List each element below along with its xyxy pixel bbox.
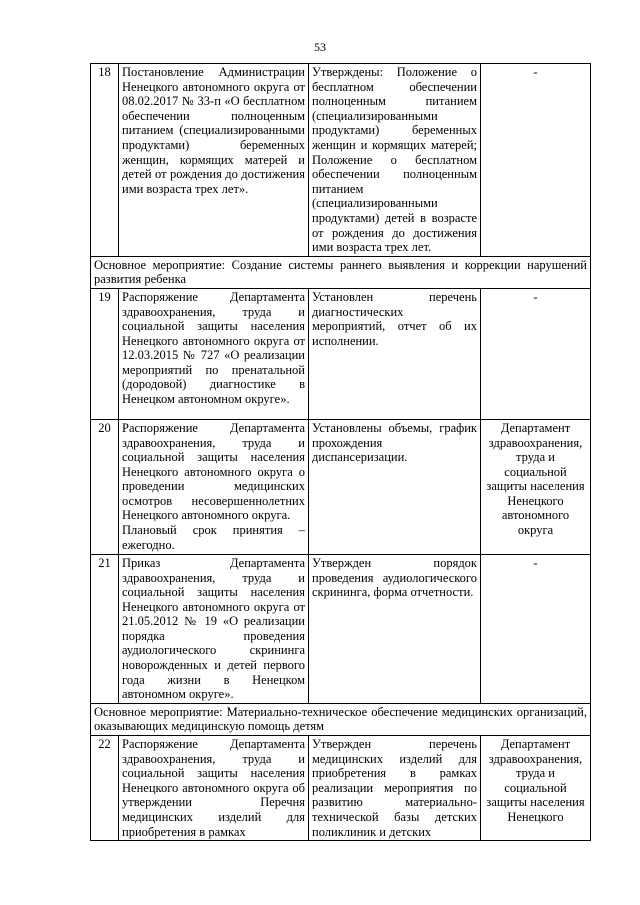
result-cell: Установлены объемы, график прохождения диспансеризации. xyxy=(309,419,481,554)
row-number: 22 xyxy=(91,736,119,841)
section-row xyxy=(91,703,591,735)
measures-table xyxy=(90,63,591,841)
table-row xyxy=(91,736,591,841)
table-row xyxy=(91,288,591,419)
document-note: Плановый срок принятия – ежегодно. xyxy=(122,523,305,552)
responsible-cell: - xyxy=(481,554,591,703)
section-row xyxy=(91,256,591,288)
section-heading: Основное мероприятие: Материально-техническое обеспечение медицинских организаций, оказывающих медицинскую помощь детям xyxy=(91,703,591,735)
table-row xyxy=(91,64,591,257)
document-cell: Постановление Администрации Ненецкого автономного округа от 08.02.2017 № 33-п «О бесплатном обеспечении полноценным питанием (специализированными продуктами) беременных женщин, кормящих матерей и детей от рождения до достижения ими возраста трех лет». xyxy=(119,64,309,257)
document-cell: Приказ Департамента здравоохранения, труда и социальной защиты населения Ненецкого автономного округа от 21.05.2012 № 19 «О реализации порядка проведения аудиологического скрининга новорожденных и детей первого года жизни в Ненецком автономном округе». xyxy=(119,554,309,703)
table-row xyxy=(91,419,591,554)
result-cell: Утвержден порядок проведения аудиологического скрининга, форма отчетности. xyxy=(309,554,481,703)
document-cell: Распоряжение Департамента здравоохранения, труда и социальной защиты населения Ненецкого автономного округа об утверждении Перечня медицинских изделий для приобретения в рамках xyxy=(119,736,309,841)
document-cell: Распоряжение Департамента здравоохранения, труда и социальной защиты населения Ненецкого автономного округа от 12.03.2015 № 727 «О реализации мероприятий по пренатальной (дородовой) диагностике в Ненецком автономном округе». xyxy=(119,288,309,419)
document-text: Распоряжение Департамента здравоохранения, труда и социальной защиты населения Ненецкого автономного округа о проведении медицинских осмотров несовершеннолетних Ненецкого автономного округа. xyxy=(122,420,305,523)
responsible-cell: Департамент здравоохранения, труда и социальной защиты населения Ненецкого xyxy=(481,736,591,841)
responsible-cell: Департамент здравоохранения, труда и социальной защиты населения Ненецкого автономного округа xyxy=(481,419,591,554)
row-number: 18 xyxy=(91,64,119,257)
responsible-cell: - xyxy=(481,64,591,257)
result-cell: Утвержден перечень медицинских изделий для приобретения в рамках реализации мероприятия по развитию материально-технической базы детских поликлиник и детских xyxy=(309,736,481,841)
result-cell: Утверждены: Положение о бесплатном обеспечении полноценным питанием (специализированными продуктами) беременных женщин и кормящих матерей; Положение о бесплатном обеспечении полноценным питанием (специализированными продуктами) детей в возрасте от рождения до достижения ими возраста трех лет. xyxy=(309,64,481,257)
result-cell: Установлен перечень диагностических мероприятий, отчет об их исполнении. xyxy=(309,288,481,419)
table-row xyxy=(91,554,591,703)
row-number: 20 xyxy=(91,419,119,554)
row-number: 21 xyxy=(91,554,119,703)
page-number: 53 xyxy=(314,40,326,54)
document-cell xyxy=(119,419,309,554)
row-number: 19 xyxy=(91,288,119,419)
responsible-cell: - xyxy=(481,288,591,419)
section-heading: Основное мероприятие: Создание системы раннего выявления и коррекции нарушений развития ребенка xyxy=(91,256,591,288)
